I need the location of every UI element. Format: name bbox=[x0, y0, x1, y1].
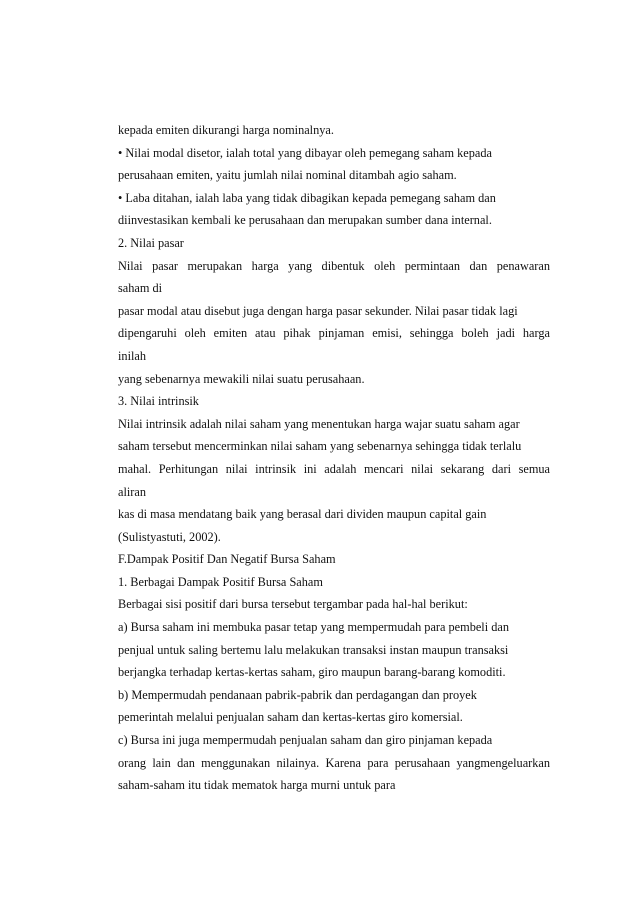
list-item: c) Bursa ini juga mempermudah penjualan saham dan giro pinjaman kepada bbox=[118, 733, 493, 748]
text-line: perusahaan emiten, yaitu jumlah nilai nominal ditambah agio saham. bbox=[118, 168, 457, 183]
section-heading: 1. Berbagai Dampak Positif Bursa Saham bbox=[118, 574, 323, 589]
bullet-line: • Nilai modal disetor, ialah total yang dibayar oleh pemegang saham kepada bbox=[118, 145, 492, 160]
section-heading: 3. Nilai intrinsik bbox=[118, 394, 199, 409]
section-heading: 2. Nilai pasar bbox=[118, 235, 184, 250]
text-line: inilah bbox=[118, 348, 147, 363]
text-line: diinvestasikan kembali ke perusahaan dan merupakan sumber dana internal. bbox=[118, 213, 492, 228]
text-line: yang sebenarnya mewakili nilai suatu perusahaan. bbox=[118, 371, 365, 386]
bullet-line: • Laba ditahan, ialah laba yang tidak dibagikan kepada pemegang saham dan bbox=[118, 190, 496, 205]
text-line: aliran bbox=[118, 484, 146, 499]
text-line: penjual untuk saling bertemu lalu melakukan transaksi instan maupun transaksi bbox=[118, 642, 509, 657]
text-line: berjangka terhadap kertas-kertas saham, giro maupun barang-barang komoditi. bbox=[118, 665, 506, 680]
text-line: mahal. Perhitungan nilai intrinsik ini adalah mencari nilai sekarang dari semua bbox=[118, 461, 550, 476]
text-line: Nilai intrinsik adalah nilai saham yang menentukan harga wajar suatu saham agar bbox=[118, 416, 520, 431]
text-line: Nilai pasar merupakan harga yang dibentuk oleh permintaan dan penawaran bbox=[118, 258, 550, 273]
text-line: kepada emiten dikurangi harga nominalnya. bbox=[118, 123, 334, 137]
text-line: saham di bbox=[118, 281, 163, 296]
text-line: Berbagai sisi positif dari bursa tersebut tergambar pada hal-hal berikut: bbox=[118, 597, 468, 612]
text-line: kas di masa mendatang baik yang berasal dari dividen maupun capital gain bbox=[118, 507, 487, 522]
list-item: a) Bursa saham ini membuka pasar tetap yang mempermudah para pembeli dan bbox=[118, 620, 509, 635]
text-line: pemerintah melalui penjualan saham dan kertas-kertas giro komersial. bbox=[118, 710, 463, 725]
text-line: saham-saham itu tidak mematok harga murni untuk para bbox=[118, 778, 396, 793]
text-line: orang lain dan menggunakan nilainya. Karena para perusahaan yangmengeluarkan bbox=[118, 755, 550, 770]
chapter-heading: F.Dampak Positif Dan Negatif Bursa Saham bbox=[118, 552, 336, 567]
citation: (Sulistyastuti, 2002). bbox=[118, 529, 221, 544]
list-item: b) Mempermudah pendanaan pabrik-pabrik dan perdagangan dan proyek bbox=[118, 687, 477, 702]
text-line: saham tersebut mencerminkan nilai saham yang sebenarnya sehingga tidak terlalu bbox=[118, 439, 522, 454]
document-body bbox=[118, 119, 550, 797]
text-line: dipengaruhi oleh emiten atau pihak pinjaman emisi, sehingga boleh jadi harga bbox=[118, 326, 550, 341]
text-line: pasar modal atau disebut juga dengan harga pasar sekunder. Nilai pasar tidak lagi bbox=[118, 303, 518, 318]
